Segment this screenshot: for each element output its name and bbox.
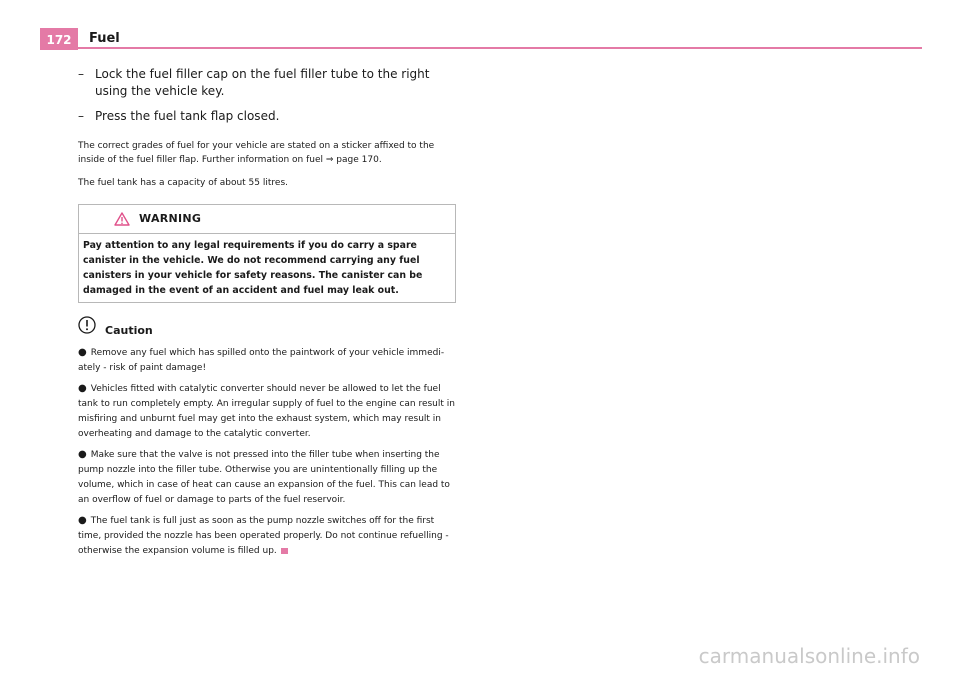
bullet-symbol: ● [78,347,87,358]
bullet-symbol: ● [78,383,87,394]
bullet-text: Vehicles fitted with catalytic converter should never be allowed to let the fuel tank to run completely empty. An irregular supply of fuel to the engine can result in misfiring and unburnt fuel may get into the exhaust system, which may result in overheating and damage to the catalytic converter. [78,384,455,439]
caution-bullet [78,345,456,376]
page-number: 172 [40,28,78,50]
warning-box [78,204,456,303]
bullet-text: The fuel tank is full just as soon as the pump nozzle switches off for the first time, provided the nozzle has been operated properly. Do not continue refuelling - otherwise the expansion volume is filled up. [78,516,449,556]
bullet-text: Make sure that the valve is not pressed into the filler tube when inserting the pump nozzle into the filler tube. Otherwise you are unintentionally filling up the volume, which in case of heat can cause an expansion of the fuel. This can lead to an overflow of fuel or damage to parts of the fuel reservoir. [78,450,450,505]
content-column [78,66,456,559]
warning-text: Pay attention to any legal requirements if you do carry a spare canister in the vehicle. We do not recommend carrying any fuel canisters in your vehicle for safety reasons. The canister can be damaged in the event of an accident and fuel may leak out. [83,240,423,296]
tank-capacity-paragraph: The fuel tank has a capacity of about 55 litres. [78,178,288,188]
instruction-step [78,66,456,100]
bullet-text: Remove any fuel which has spilled onto the paintwork of your vehicle immedi-ately - risk of paint damage! [78,348,445,373]
step-dash: – [78,109,84,123]
caution-bullet [78,447,456,508]
caution-header [78,316,456,340]
warning-title: WARNING [139,212,202,225]
section-end-mark [281,548,288,554]
section-title: Fuel [89,31,120,46]
step-dash: – [78,67,84,81]
step-text: Press the fuel tank flap closed. [95,109,280,123]
instruction-step [78,108,456,125]
warning-header [79,205,455,234]
header-rule [40,47,922,49]
caution-exclamation-icon [78,316,96,334]
caution-title: Caution [105,324,153,337]
caution-bullet [78,513,456,559]
page-header [40,28,922,50]
warning-triangle-icon [114,212,130,226]
fuel-grade-paragraph: The correct grades of fuel for your vehicle are stated on a sticker affixed to the inside of the fuel filler flap. Further information on fuel ⇒ page 170. [78,141,435,165]
bullet-symbol: ● [78,449,87,460]
watermark-text: carmanualsonline.info [698,644,920,668]
caution-bullet [78,381,456,442]
step-text: Lock the fuel filler cap on the fuel filler tube to the right using the vehicle key. [95,67,430,98]
bullet-symbol: ● [78,515,87,526]
